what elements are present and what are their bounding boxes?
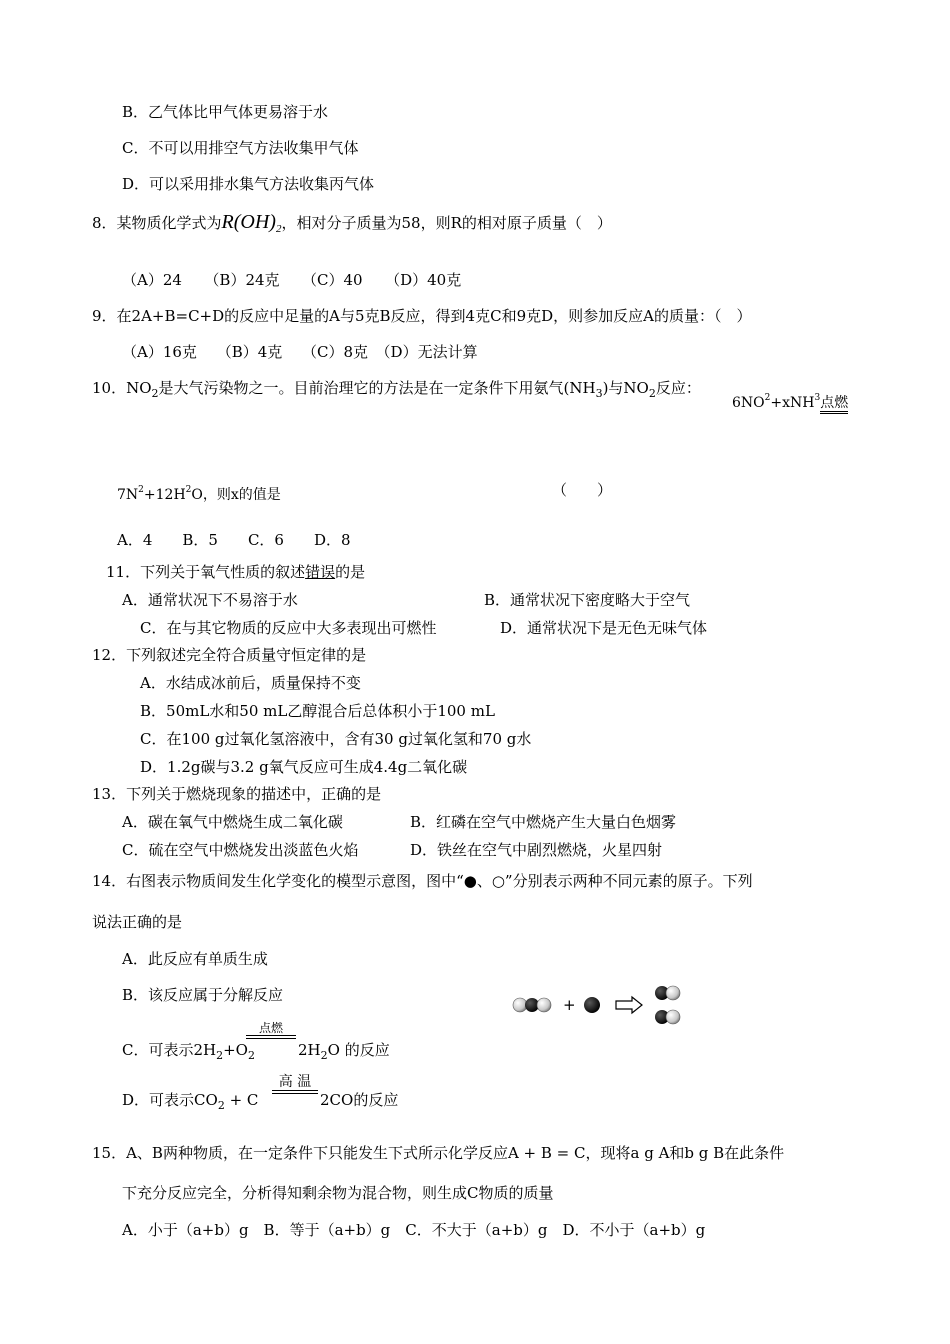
q14-d-sub1: 2 — [217, 1099, 225, 1112]
q14-c-d: O 的反应 — [327, 1041, 390, 1059]
q12-option-b: B．50mL水和50 mL乙醇混合后总体积小于100 mL — [140, 702, 495, 720]
q9-options: （A）16克 （B）4克 （C）8克 （D）无法计算 — [122, 343, 478, 361]
white-atom — [666, 986, 680, 1000]
q11-option-a: A．通常状况下不易溶于水 — [122, 591, 298, 609]
q10-answer-paren: （ ） — [552, 481, 613, 499]
q8-stem-a: 8．某物质化学式为 — [92, 214, 222, 232]
q7-option-c: C．不可以用排空气方法收集甲气体 — [122, 139, 359, 157]
q14-c-a: C．可表示2H — [122, 1041, 217, 1059]
q8-formula-sub: 2 — [275, 223, 282, 235]
q10-eq-condition: 点燃 — [820, 395, 848, 414]
q14-option-c-right — [298, 1040, 390, 1066]
q7-option-d: D．可以采用排水集气方法收集丙气体 — [122, 175, 375, 193]
q10-eq-sup1: 2 — [764, 393, 771, 403]
q14-c-b: +O — [223, 1041, 248, 1059]
q10-stem-d: 反应： — [655, 379, 701, 397]
q8-formula — [222, 211, 282, 233]
q11-stem — [106, 562, 365, 582]
q10-eq-right-c: O，则x的值是 — [191, 487, 281, 503]
product-molecule-top — [655, 986, 680, 1000]
q10-equation-left — [732, 388, 848, 414]
q11-option-b: B．通常状况下密度略大于空气 — [484, 591, 691, 609]
q14-option-d-right: 2CO的反应 — [320, 1091, 399, 1109]
q10-eq-sup3: 2 — [138, 485, 144, 495]
q8-stem — [92, 212, 612, 239]
q11-option-c: C．在与其它物质的反应中大多表现出可燃性 — [140, 619, 437, 637]
q10-sub2: 3 — [595, 387, 603, 400]
reaction-model-diagram — [508, 982, 688, 1028]
q14-c-sub2: 2 — [247, 1049, 255, 1062]
q15-stem-line1: 15．A、B两种物质，在一定条件下只能发生下式所示化学反应A + B = C，现将a g A和b g B在此条件 — [92, 1144, 785, 1162]
q8-options: （A）24 （B）24克 （C）40 （D）40克 — [122, 271, 462, 289]
q10-eq-sup4: 2 — [185, 485, 192, 495]
q10-stem — [92, 378, 701, 404]
q8-formula-text: R(OH) — [221, 211, 276, 233]
q14-c-sub3: 2 — [320, 1049, 328, 1062]
q10-options: A．4 B．5 C．6 D．8 — [117, 531, 351, 549]
q11-stem-underlined: 错误 — [305, 563, 336, 581]
arrow-icon — [616, 997, 642, 1013]
q10-eq-left-a: 6NO — [732, 395, 765, 411]
black-atom — [584, 997, 600, 1013]
q14-d-a: D．可表示CO — [122, 1091, 218, 1109]
q12-option-c: C．在100 g过氧化氢溶液中，含有30 g过氧化氢和70 g水 — [140, 730, 532, 748]
q13-option-d: D．铁丝在空气中剧烈燃烧，火星四射 — [410, 841, 663, 859]
q10-sub1: 2 — [151, 387, 159, 400]
q14-d-b: + C — [224, 1091, 259, 1109]
q14-option-d — [122, 1090, 258, 1116]
q13-option-a: A．碳在氧气中燃烧生成二氧化碳 — [122, 813, 343, 831]
q14-option-b: B．该反应属于分解反应 — [122, 986, 284, 1004]
q10-eq-right-b: +12H — [143, 487, 186, 503]
q8-stem-b: ，相对分子质量为58，则R的相对原子质量（ ） — [281, 214, 612, 232]
q10-equation-right — [117, 480, 281, 505]
q13-option-b: B．红磷在空气中燃烧产生大量白色烟雾 — [410, 813, 677, 831]
q13-option-c: C．硫在空气中燃烧发出淡蓝色火焰 — [122, 841, 359, 859]
q10-sub3: 2 — [648, 387, 656, 400]
q14-c-condition: 点燃 — [258, 1021, 283, 1035]
q11-stem-a: 11．下列关于氧气性质的叙述 — [106, 563, 306, 581]
q10-stem-a: 10．NO — [92, 379, 152, 397]
white-atom — [513, 998, 527, 1012]
reactant-molecule — [513, 998, 551, 1012]
q10-eq-right-a: 7N — [117, 487, 139, 503]
q10-eq-sup2: 3 — [814, 393, 821, 403]
q15-options: A．小于（a+b）g B．等于（a+b）g C．不大于（a+b）g D．不小于（a+b）g — [122, 1221, 706, 1239]
q14-option-a: A．此反应有单质生成 — [122, 950, 268, 968]
white-atom — [537, 998, 551, 1012]
q12-stem: 12．下列叙述完全符合质量守恒定律的是 — [92, 646, 367, 664]
q10-stem-b: 是大气污染物之一。目前治理它的方法是在一定条件下用氨气(NH — [158, 379, 596, 397]
q14-option-c — [122, 1040, 255, 1066]
q14-stem-line1: 14．右图表示物质间发生化学变化的模型示意图，图中“●、○”分别表示两种不同元素的原子。下列 — [92, 872, 753, 890]
q15-stem-line2: 下充分反应完全，分析得知剩余物为混合物，则生成C物质的质量 — [122, 1184, 554, 1202]
q10-stem-c: )与NO — [602, 379, 649, 397]
product-molecule-bottom — [655, 1010, 680, 1024]
q7-option-b: B．乙气体比甲气体更易溶于水 — [122, 103, 329, 121]
q12-option-d: D．1.2g碳与3.2 g氧气反应可生成4.4g二氧化碳 — [140, 758, 468, 776]
q13-stem: 13．下列关于燃烧现象的描述中，正确的是 — [92, 785, 382, 803]
q14-c-equals-bar — [246, 1035, 296, 1039]
q14-c-sub1: 2 — [216, 1049, 224, 1062]
q14-c-condition-arrow — [246, 1022, 296, 1039]
plus-sign: + — [563, 996, 576, 1014]
q11-stem-b: 的是 — [335, 563, 366, 581]
q14-d-condition: 高 温 — [278, 1074, 312, 1090]
q14-stem-line2: 说法正确的是 — [92, 913, 183, 931]
q14-d-condition-arrow — [272, 1074, 318, 1094]
q12-option-a: A．水结成冰前后，质量保持不变 — [140, 674, 361, 692]
q9-stem: 9．在2A+B=C+D的反应中足量的A与5克B反应，得到4克C和9克D，则参加反应A的质量：（ ） — [92, 307, 752, 325]
q10-eq-left-b: +xNH — [770, 395, 815, 411]
white-atom — [666, 1010, 680, 1024]
q14-d-equals-bar — [272, 1090, 318, 1094]
q11-option-d: D．通常状况下是无色无味气体 — [500, 619, 708, 637]
q14-c-c: 2H — [298, 1041, 321, 1059]
